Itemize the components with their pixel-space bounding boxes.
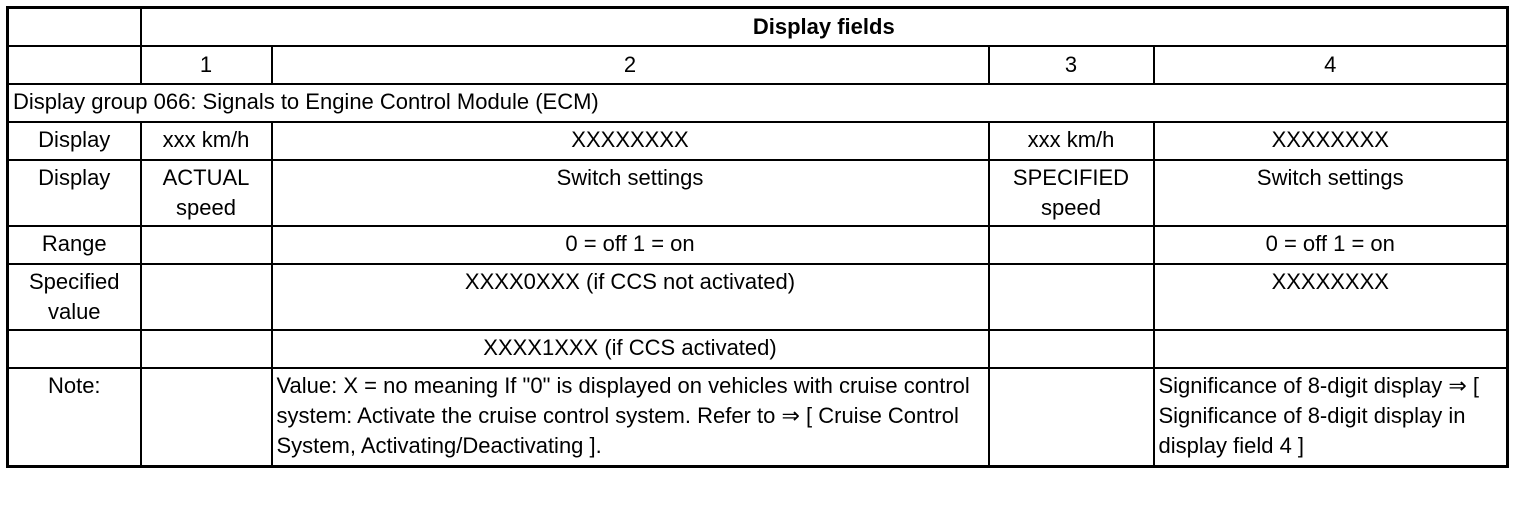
header-corner-cell <box>8 8 141 47</box>
table-cell: XXXX1XXX (if CCS activated) <box>272 330 989 368</box>
table-cell: XXXXXXXX <box>1154 264 1508 330</box>
table-cell: 0 = off 1 = on <box>1154 226 1508 264</box>
table-cell <box>141 264 272 330</box>
field-number-1: 1 <box>141 46 272 84</box>
note-text-field-2: Value: X = no meaning If "0" is displayed on vehicles with cruise control system: Activate the cruise control system. Refer to ⇒ [ Cruise Control System, Activating/Deactivating ]. <box>272 368 989 467</box>
table-row <box>8 160 1508 226</box>
table-cell <box>989 330 1154 368</box>
field-number-2: 2 <box>272 46 989 84</box>
table-cell: Switch settings <box>272 160 989 226</box>
table-row <box>8 122 1508 160</box>
measuring-value-table-container <box>6 6 1509 468</box>
table-cell: Switch settings <box>1154 160 1508 226</box>
row-label-display: Display <box>8 122 141 160</box>
table-cell <box>141 330 272 368</box>
display-group-row <box>8 84 1508 122</box>
row-label-display: Display <box>8 160 141 226</box>
table-cell: xxx km/h <box>989 122 1154 160</box>
table-row <box>8 264 1508 330</box>
row-label-range: Range <box>8 226 141 264</box>
table-cell <box>141 368 272 467</box>
table-cell: SPECIFIED speed <box>989 160 1154 226</box>
table-cell <box>989 264 1154 330</box>
field-number-4: 4 <box>1154 46 1508 84</box>
table-row <box>8 226 1508 264</box>
table-cell <box>141 226 272 264</box>
display-fields-table <box>6 6 1509 468</box>
field-number-corner-cell <box>8 46 141 84</box>
table-cell: XXXX0XXX (if CCS not activated) <box>272 264 989 330</box>
display-group-label: Display group 066: Signals to Engine Control Module (ECM) <box>8 84 1508 122</box>
table-cell: XXXXXXXX <box>1154 122 1508 160</box>
table-cell <box>989 226 1154 264</box>
row-label-note: Note: <box>8 368 141 467</box>
display-fields-title: Display fields <box>141 8 1508 47</box>
table-row <box>8 330 1508 368</box>
table-cell: XXXXXXXX <box>272 122 989 160</box>
row-label-empty <box>8 330 141 368</box>
table-cell: 0 = off 1 = on <box>272 226 989 264</box>
note-text-field-4: Significance of 8-digit display ⇒ [ Significance of 8-digit display in display field 4 ] <box>1154 368 1508 467</box>
table-cell: ACTUAL speed <box>141 160 272 226</box>
table-row <box>8 368 1508 467</box>
field-number-row <box>8 46 1508 84</box>
header-row <box>8 8 1508 47</box>
table-cell <box>989 368 1154 467</box>
table-cell: xxx km/h <box>141 122 272 160</box>
field-number-3: 3 <box>989 46 1154 84</box>
table-cell <box>1154 330 1508 368</box>
row-label-specified-value: Specified value <box>8 264 141 330</box>
